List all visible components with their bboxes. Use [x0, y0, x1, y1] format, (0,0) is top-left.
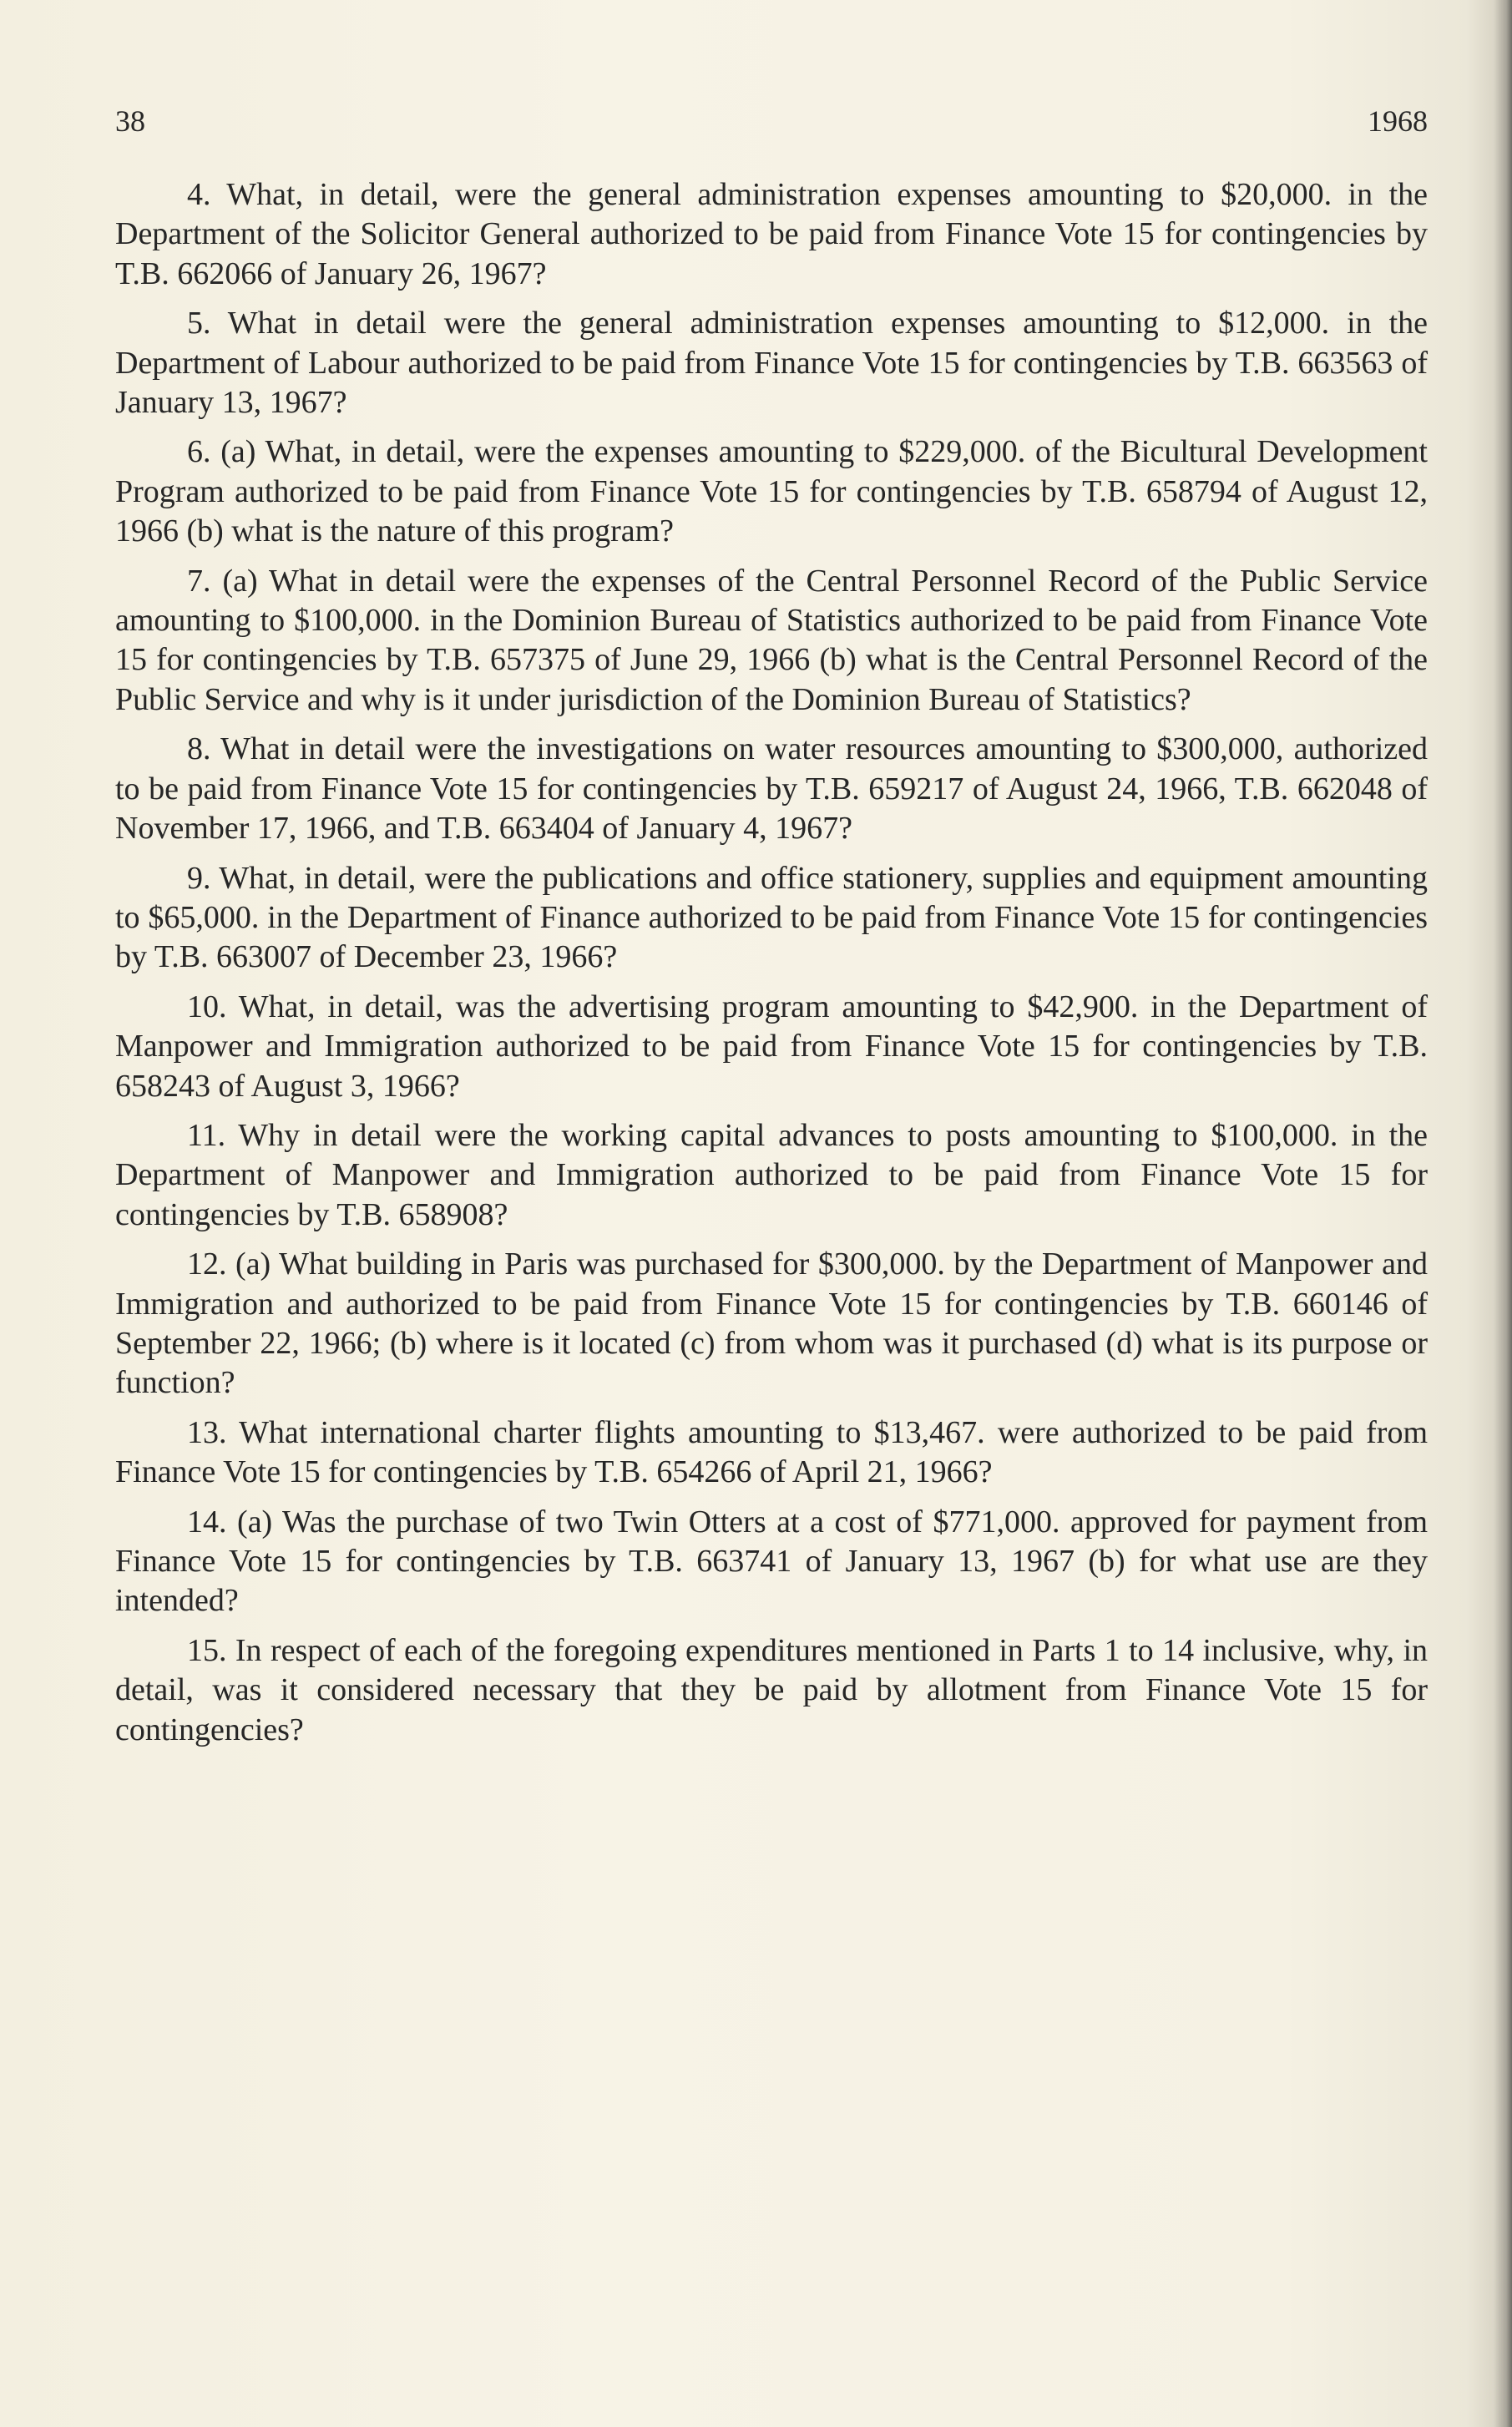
- question-12: 12. (a) What building in Paris was purchased for $300,000. by the Department of Manpower and Immigration and authorized to be paid from Finance Vote 15 for contingencies by T.B. 660146 of September 22, 1966; (b) where is it located (c) from whom was it purchased (d) what is its purpose or function?: [115, 1246, 1428, 1401]
- question-4: 4. What, in detail, were the general administration expenses amounting to $20,000. in the Department of the Solicitor General authorized to be paid from Finance Vote 15 for contingencies by T.B. 662066 of January 26, 1967?: [115, 177, 1428, 291]
- question-10: 10. What, in detail, was the advertising program amounting to $42,900. in the Department of Manpower and Immigration authorized to be paid from Finance Vote 15 for contingencies by T.B. 658243 of August 3, 1966?: [115, 988, 1428, 1104]
- page-header: [115, 100, 1428, 142]
- question-14: 14. (a) Was the purchase of two Twin Otters at a cost of $771,000. approved for payment from Finance Vote 15 for contingencies by T.B. 663741 of January 13, 1967 (b) for what use are they intended?: [115, 1504, 1428, 1619]
- question-13: 13. What international charter flights amounting to $13,467. were authorized to be paid from Finance Vote 15 for contingencies by T.B. 654266 of April 21, 1966?: [115, 1414, 1428, 1490]
- question-8: 8. What in detail were the investigations on water resources amounting to $300,000, authorized to be paid from Finance Vote 15 for contingencies by T.B. 659217 of August 24, 1966, T.B. 662048 of November 17, 1966, and T.B. 663404 of January 4, 1967?: [115, 731, 1428, 847]
- question-list: [115, 175, 1428, 1760]
- question-5: 5. What in detail were the general administration expenses amounting to $12,000. in the Department of Labour authorized to be paid from Finance Vote 15 for contingencies by T.B. 663563 of January 13, 1967?: [115, 306, 1428, 421]
- page-edge-shadow: [1494, 0, 1512, 2427]
- question-7: 7. (a) What in detail were the expenses of the Central Personnel Record of the Public Service amounting to $100,000. in the Dominion Bureau of Statistics authorized to be paid from Finance Vote 15 for contingencies by T.B. 657375 of June 29, 1966 (b) what is the Central Personnel Record of the Public Service and why is it under jurisdiction of the Dominion Bureau of Statistics?: [115, 563, 1428, 717]
- question-15: 15. In respect of each of the foregoing expenditures mentioned in Parts 1 to 14 inclusive, why, in detail, was it considered necessary that they be paid by allotment from Finance Vote 15 for contingencies?: [115, 1632, 1428, 1747]
- question-11: 11. Why in detail were the working capital advances to posts amounting to $100,000. in the Department of Manpower and Immigration authorized to be paid from Finance Vote 15 for contingencies by T.B. 658908?: [115, 1117, 1428, 1232]
- page-number: 38: [115, 104, 145, 138]
- question-6: 6. (a) What, in detail, were the expenses amounting to $229,000. of the Bicultural Development Program authorized to be paid from Finance Vote 15 for contingencies by T.B. 658794 of August 12, 1966 (b) what is the nature of this program?: [115, 434, 1428, 549]
- running-head-year: 1968: [1368, 104, 1428, 138]
- question-9: 9. What, in detail, were the publications and office stationery, supplies and equipment amounting to $65,000. in the Department of Finance authorized to be paid from Finance Vote 15 for contingencies by T.B. 663007 of December 23, 1966?: [115, 860, 1428, 975]
